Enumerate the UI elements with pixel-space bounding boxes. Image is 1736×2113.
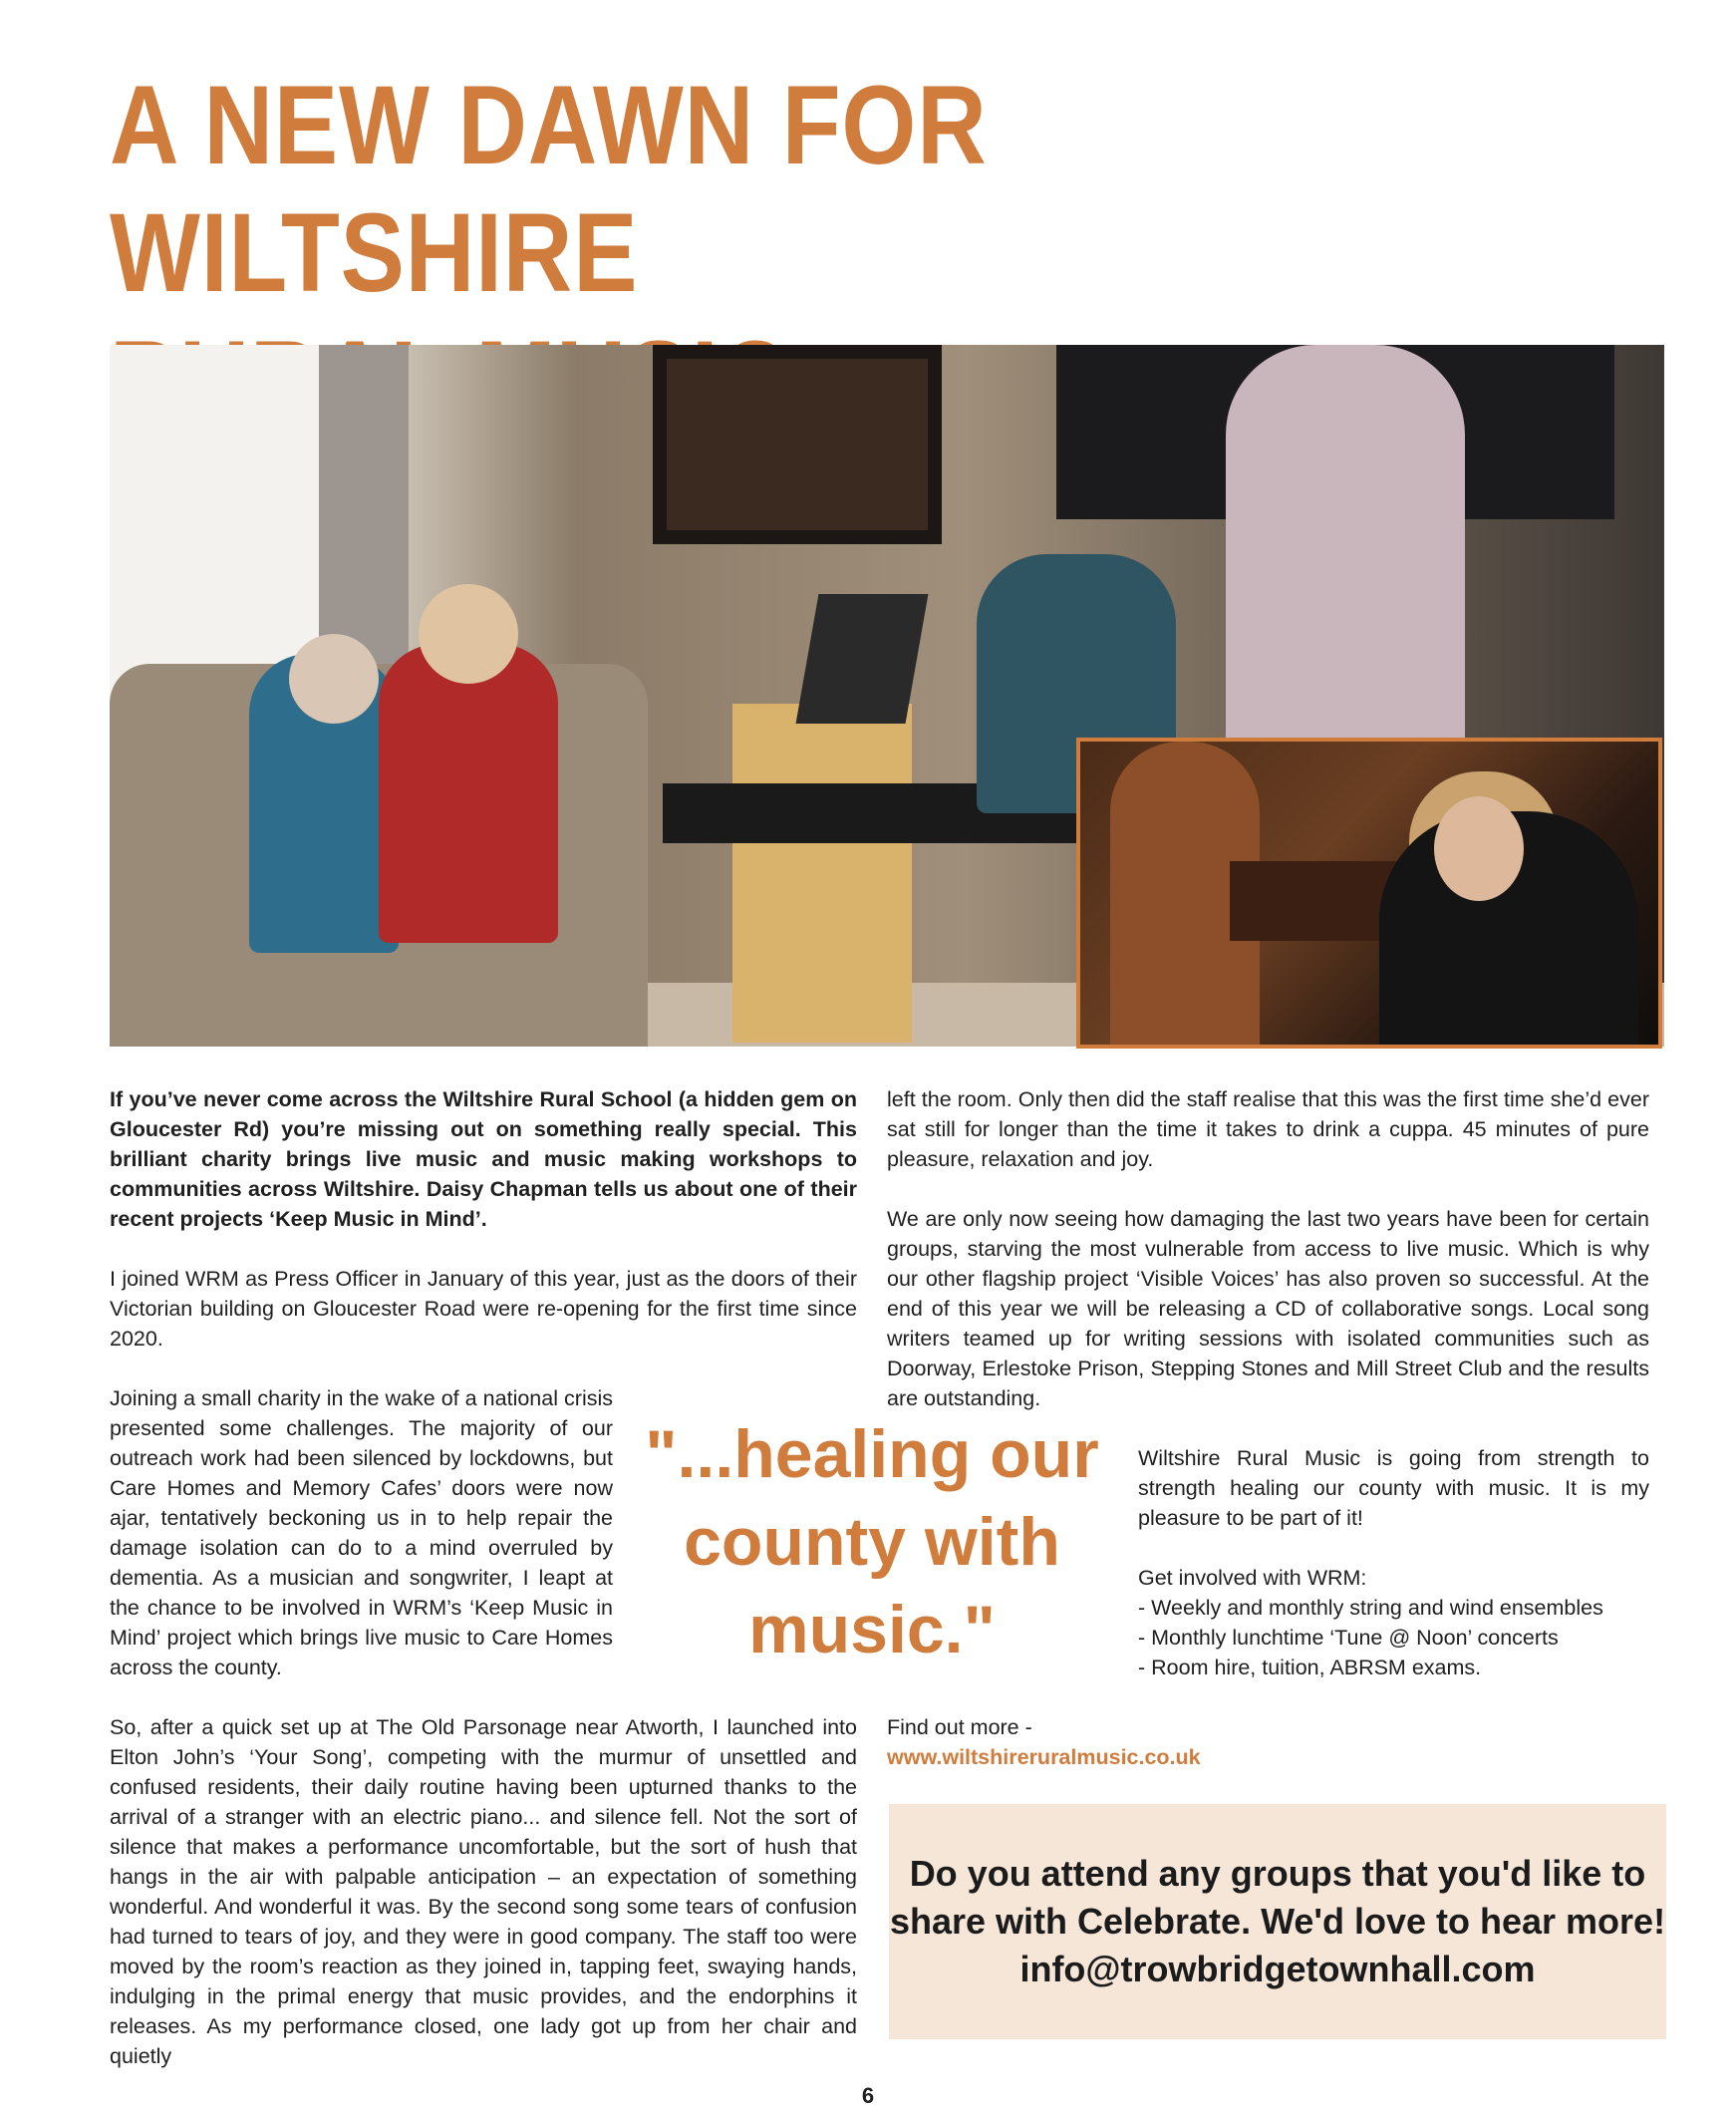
find-out-more bbox=[887, 1712, 1649, 1772]
photo-side-table bbox=[732, 704, 912, 1043]
involved-heading: Get involved with WRM: bbox=[1138, 1566, 1367, 1590]
callout-line-1: Do you attend any groups that you'd like to bbox=[909, 1853, 1646, 1894]
paragraph-3: So, after a quick set up at The Old Parsonage near Atworth, I launched into Elton John’s ‘Your Song’, competing with the murmur of unsettled and confused residents, their daily routine having been upturned thanks to the arrival of a stranger with an electric piano... and silence fell. Not the sort of silence that makes a performance uncomfortable, but the sort of hush that hangs in the air with palpable anticipation – an expectation of something wonderful. And wonderful it was. By the second song some tears of confusion had turned to tears of joy, and they were in good company. The staff too were moved by the room’s reaction as they joined in, tapping feet, swaying hands, indulging in the primal energy that music provides, and the endorphins it releases. As my performance closed, one lady got up from her chair and quietly bbox=[110, 1715, 857, 2068]
callout-line-2: share with Celebrate. We'd love to hear more! bbox=[889, 1901, 1666, 1942]
involved-item: - Weekly and monthly string and wind ensembles bbox=[1138, 1596, 1603, 1620]
inset-face bbox=[1434, 796, 1524, 901]
find-out-label: Find out more - bbox=[887, 1715, 1032, 1739]
paragraph-4: left the room. Only then did the staff realise that this was the first time she’d ever sat still for longer than the time it takes to drink a cuppa. 45 minutes of pure pleasure, relaxation and joy. bbox=[887, 1087, 1649, 1171]
column-left-middle bbox=[110, 1383, 613, 1712]
paragraph-2: Joining a small charity in the wake of a national crisis presented some challenges. The majority of our outreach work had been silenced by lockdowns, but Care Homes and Memory Cafes’ doors were now ajar, tentatively beckoning us in to help repair the damage isolation can do to a mind overruled by dementia. As a musician and songwriter, I leapt at the chance to be involved in WRM’s ‘Keep Music in Mind’ project which brings live music to Care Homes across the county. bbox=[110, 1386, 613, 1679]
photo-resident-2 bbox=[379, 644, 558, 943]
pull-quote: "...healing our county with music." bbox=[645, 1416, 1099, 1667]
paragraph-6: Wiltshire Rural Music is going from strength to strength healing our county with music. It is my pleasure to be part of it! bbox=[1138, 1446, 1649, 1530]
paragraph-5: We are only now seeing how damaging the last two years have been for certain groups, starving the most vulnerable from access to live music. Which is why our other flagship project ‘Visible Voices’ has also proven so successful. At the end of this year we will be releasing a CD of collaborative songs. Local song writers teamed up for writing sessions with isolated communities such as Doorway, Erlestoke Prison, Stepping Stones and Mill Street Club and the results are outstanding. bbox=[887, 1207, 1649, 1410]
column-right-top bbox=[887, 1084, 1649, 1204]
title-line-1: A NEW DAWN FOR WILTSHIRE bbox=[110, 63, 988, 315]
involved-item: - Room hire, tuition, ABRSM exams. bbox=[1138, 1656, 1482, 1679]
involved-item: - Monthly lunchtime ‘Tune @ Noon’ concerts bbox=[1138, 1626, 1559, 1650]
paragraph-1: I joined WRM as Press Officer in January of this year, just as the doors of their Victorian building on Gloucester Road were re-opening for the first time since 2020. bbox=[110, 1267, 857, 1351]
callout-email[interactable]: info@trowbridgetownhall.com bbox=[1019, 1949, 1536, 1989]
photo-bookcase bbox=[653, 345, 942, 544]
column-right-middle bbox=[1138, 1443, 1649, 1682]
column-right-upper bbox=[887, 1204, 1649, 1443]
photo-resident-2-head bbox=[419, 584, 518, 684]
page-number: 6 bbox=[861, 2083, 875, 2108]
photo-flautist bbox=[1226, 345, 1465, 803]
column-left-top bbox=[110, 1084, 857, 1383]
involved-list bbox=[1138, 1563, 1649, 1682]
inset-portrait-photo bbox=[1076, 738, 1662, 1049]
column-left-bottom bbox=[110, 1712, 857, 2101]
website-link[interactable]: www.wiltshireruralmusic.co.uk bbox=[887, 1745, 1201, 1769]
photo-music-stand bbox=[796, 594, 929, 724]
lead-paragraph: If you’ve never come across the Wiltshire Rural School (a hidden gem on Gloucester Rd) you’re missing out on something really special. This brilliant charity brings live music and music making workshops to communities across Wiltshire. Daisy Chapman tells us about one of their recent projects ‘Keep Music in Mind’. bbox=[110, 1087, 857, 1231]
contact-callout bbox=[889, 1804, 1666, 2039]
photo-resident-1-head bbox=[289, 634, 379, 724]
